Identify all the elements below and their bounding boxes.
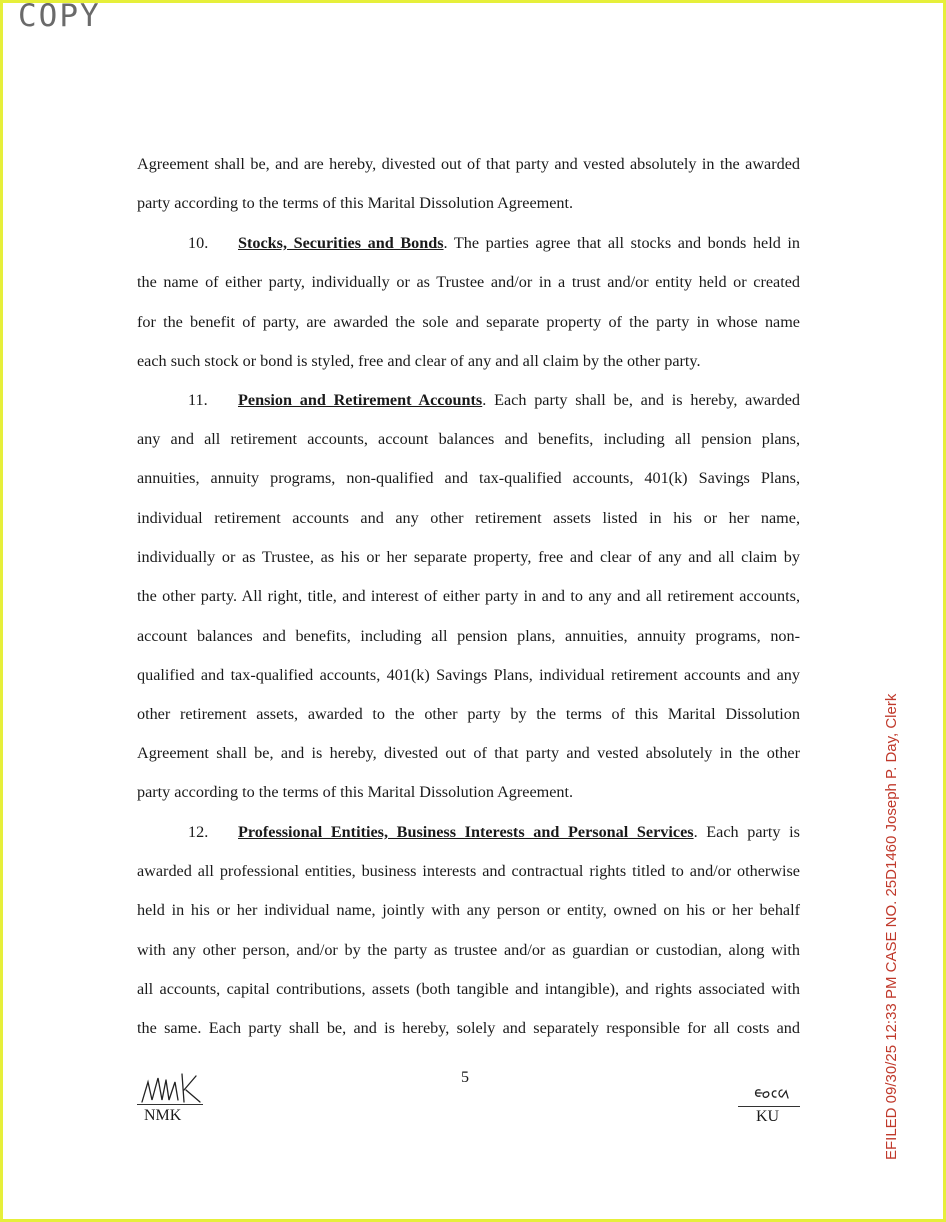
body-line: Agreement shall be, and are hereby, divested out of that party and vested absolutely in the awarded <box>137 155 800 173</box>
body-line: annuities, annuity programs, non-qualified and tax-qualified accounts, 401(k) Savings Plans, <box>137 469 800 487</box>
section-lead-text: . The parties agree that all stocks and bonds held in <box>443 234 800 252</box>
copy-watermark: COPY <box>18 0 101 34</box>
section-heading: Pension and Retirement Accounts <box>238 391 483 409</box>
body-line: party according to the terms of this Marital Dissolution Agreement. <box>137 194 574 212</box>
section-number: 12. <box>188 823 209 841</box>
efiled-stamp: EFILED 09/30/25 12:33 PM CASE NO. 25D1460 Joseph P. Day, Clerk <box>883 693 900 1160</box>
body-line: any and all retirement accounts, account balances and benefits, including all pension plans, <box>137 430 800 448</box>
body-line: Agreement shall be, and is hereby, divested out of that party and vested absolutely in the other <box>137 744 800 762</box>
body-line: the same. Each party shall be, and is hereby, solely and separately responsible for all costs and <box>137 1019 800 1037</box>
left-signature-line <box>137 1104 203 1105</box>
left-handwritten-signature <box>138 1070 208 1106</box>
body-line: the other party. All right, title, and interest of either party in and to any and all retirement accounts, <box>137 587 800 605</box>
body-line: other retirement assets, awarded to the other party by the terms of this Marital Dissolution <box>137 705 800 723</box>
section-heading: Professional Entities, Business Interests and Personal Services <box>238 823 694 841</box>
body-line: party according to the terms of this Marital Dissolution Agreement. <box>137 783 574 801</box>
left-initials: NMK <box>144 1107 182 1124</box>
section-number: 11. <box>188 391 208 409</box>
body-line: with any other person, and/or by the party as trustee and/or as guardian or custodian, along with <box>137 941 800 959</box>
body-line: individually or as Trustee, as his or her separate property, free and clear of any and all claim by <box>137 548 800 566</box>
section-10-first-line <box>137 233 800 253</box>
body-line: awarded all professional entities, business interests and contractual rights titled to and/or otherwise <box>137 862 800 880</box>
section-11-first-line <box>137 390 800 410</box>
right-handwritten-signature <box>748 1082 804 1106</box>
right-signature-line <box>738 1106 800 1107</box>
section-lead-text: . Each party is <box>693 823 800 841</box>
section-heading: Stocks, Securities and Bonds <box>238 234 444 252</box>
body-line: qualified and tax-qualified accounts, 401(k) Savings Plans, individual retirement accounts and any <box>137 666 800 684</box>
body-line: for the benefit of party, are awarded the sole and separate property of the party in whose name <box>137 313 800 331</box>
right-initials: KU <box>756 1108 780 1125</box>
body-line: individual retirement accounts and any other retirement assets listed in his or her name, <box>137 509 800 527</box>
page-number: 5 <box>461 1069 469 1086</box>
section-12-first-line <box>137 822 800 842</box>
body-line: all accounts, capital contributions, assets (both tangible and intangible), and rights associated with <box>137 980 800 998</box>
section-lead-text: . Each party shall be, and is hereby, awarded <box>482 391 800 409</box>
body-line: held in his or her individual name, jointly with any person or entity, owned on his or her behalf <box>137 901 800 919</box>
body-line: each such stock or bond is styled, free and clear of any and all claim by the other party. <box>137 352 701 370</box>
body-line: account balances and benefits, including all pension plans, annuities, annuity programs, non- <box>137 627 800 645</box>
body-line: the name of either party, individually or as Trustee and/or in a trust and/or entity held or created <box>137 273 800 291</box>
section-number: 10. <box>188 234 209 252</box>
